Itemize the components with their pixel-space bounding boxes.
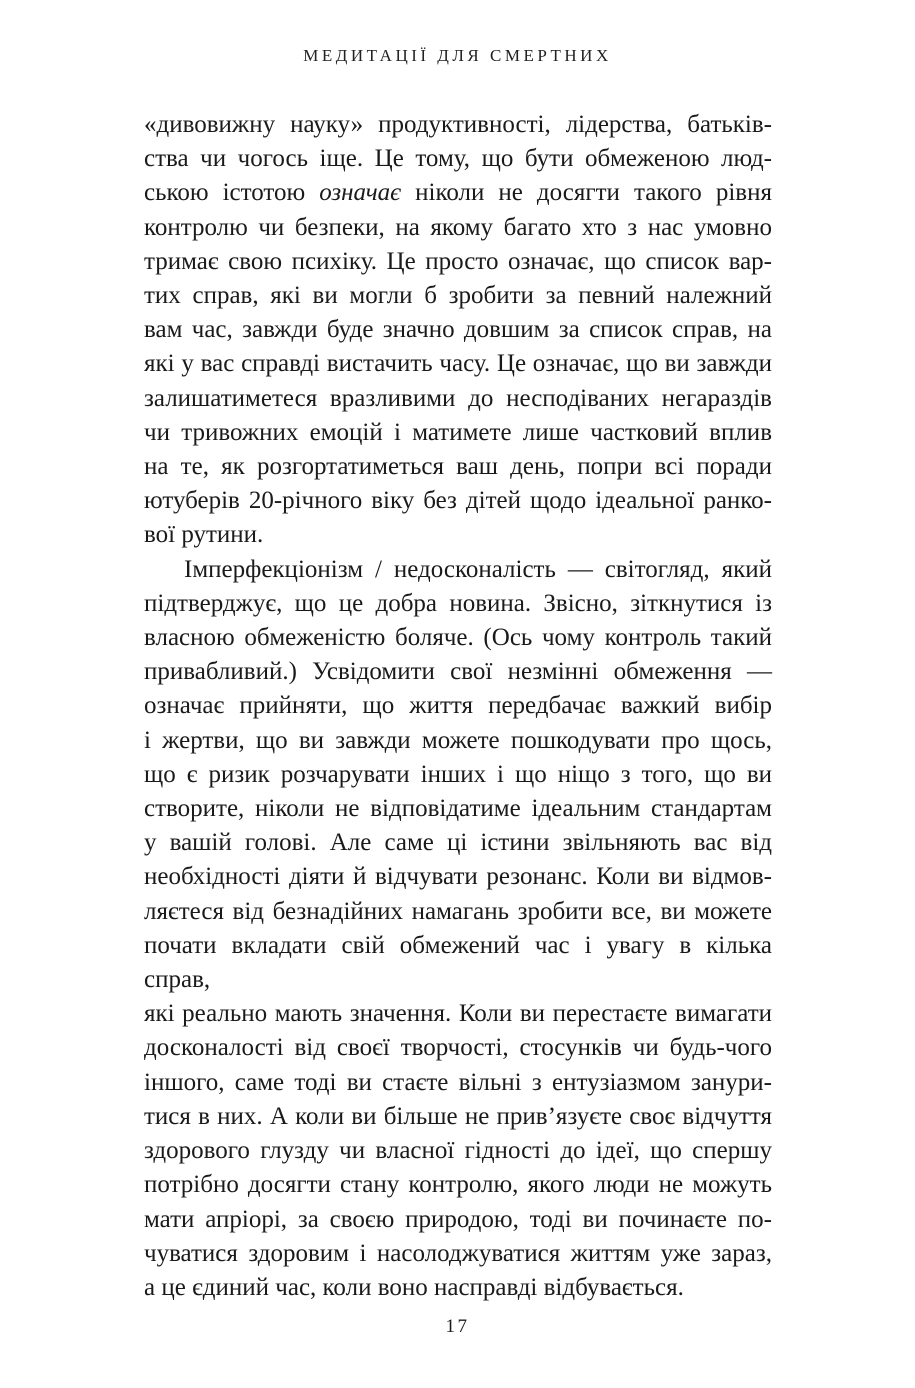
- text-line: тися в них. А коли ви більше не прив’язуєте своє відчуття: [144, 1102, 772, 1130]
- text-line: контролю чи безпеки, на якому багато хто з нас умовно: [144, 213, 772, 241]
- text-line: які у вас справді вистачить часу. Це означає, що ви завжди: [144, 350, 772, 378]
- text-line: ською істотою означає ніколи не досягти такого рівня: [144, 179, 772, 207]
- text-line: потрібно досягти стану контролю, якого люди не можуть: [144, 1171, 772, 1199]
- text-line: Імперфекціонізм / недосконалість — світогляд, який: [184, 555, 772, 583]
- text-line: власною обмеженістю боляче. (Ось чому контроль такий: [144, 624, 772, 652]
- text-line: тих справ, які ви могли б зробити за певний належний: [144, 282, 772, 310]
- text-line: на те, як розгортатиметься ваш день, попри всі поради: [144, 453, 772, 481]
- text-line: створите, ніколи не відповідатиме ідеальним стандартам: [144, 795, 772, 823]
- text-line: «дивовижну науку» продуктивності, лідерства, батьків-: [144, 111, 772, 138]
- text-line: і жертви, що ви завжди можете пошкодувати про щось,: [144, 726, 772, 754]
- text-line: тримає свою психіку. Це просто означає, що список вар-: [144, 247, 772, 275]
- text-line: вої рутини.: [144, 521, 264, 549]
- italic-text: означає: [319, 179, 402, 207]
- text-line: іншого, саме тоді ви стаєте вільні з ентузіазмом занури-: [144, 1068, 772, 1096]
- text-line: мати апріорі, за своєю природою, тоді ви починаєте по-: [144, 1205, 772, 1233]
- text-line: здорового глузду чи власної гідності до ідеї, що спершу: [144, 1137, 772, 1165]
- text-line: у вашій голові. Але саме ці істини звільняють вас від: [144, 829, 772, 857]
- text-line: вам час, завжди буде значно довшим за список справ, на: [144, 316, 772, 344]
- text-line: чи тривожних емоцій і матимете лише частковий вплив: [144, 418, 772, 446]
- text-line: досконалості від своєї творчості, стосунків чи будь-чого: [144, 1034, 772, 1062]
- text-line: підтверджує, що це добра новина. Звісно, зіткнутися із: [144, 589, 772, 617]
- text-line: а це єдиний час, коли воно насправді відбувається.: [144, 1273, 684, 1301]
- text-line: що є ризик розчарувати інших і що ніщо з того, що ви: [144, 760, 772, 788]
- text-line: означає прийняти, що життя передбачає важкий вибір: [144, 692, 772, 720]
- page-number: 17: [445, 1316, 470, 1337]
- text-line: почати вкладати свій обмежений час і увагу в кілька справ,: [144, 931, 772, 994]
- text-line: ютуберів 20-річного віку без дітей щодо ідеальної ранко-: [144, 487, 772, 515]
- text-line: необхідності діяти й відчувати резонанс. Коли ви відмов-: [144, 863, 772, 891]
- text-line: ляєтеся від безнадійних намагань зробити все, ви можете: [144, 897, 772, 925]
- text-line: ства чи чогось іще. Це тому, що бути обмеженою люд-: [144, 145, 772, 173]
- text-line: чуватися здоровим і насолоджуватися життям уже зараз,: [144, 1239, 772, 1267]
- text-line: залишатиметеся вразливими до несподіваних негараздів: [144, 384, 772, 412]
- running-header: МЕДИТАЦІЇ ДЛЯ СМЕРТНИХ: [303, 46, 612, 65]
- text-line: привабливий.) Усвідомити свої незмінні обмеження —: [144, 658, 772, 686]
- text-line: які реально мають значення. Коли ви перестаєте вимагати: [144, 1000, 772, 1028]
- page-body-text: [144, 108, 772, 1305]
